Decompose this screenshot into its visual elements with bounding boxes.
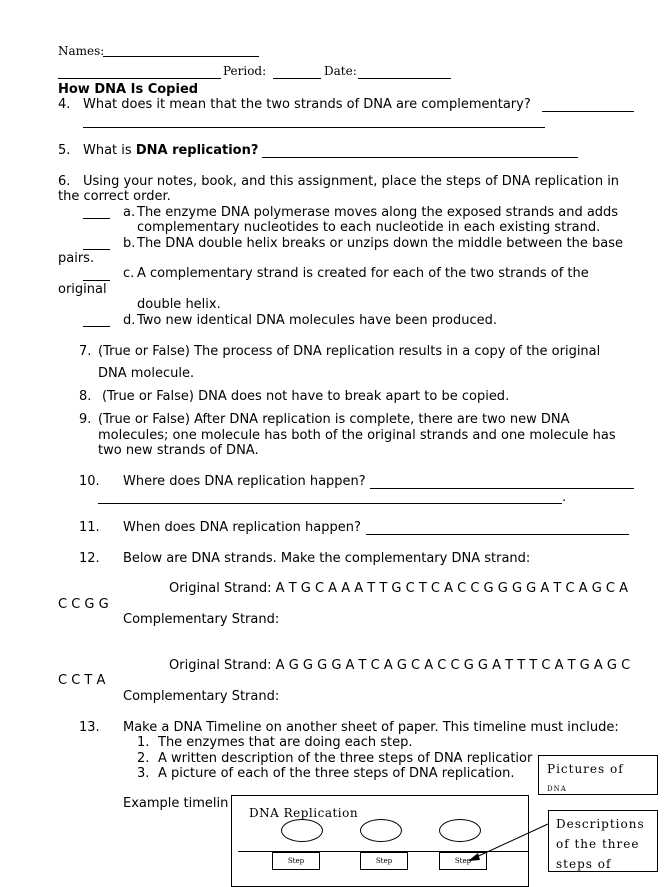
strand1-seq: A T G C A A A T T G C T C A C C G G G G A T C A G C A [275,581,629,596]
example-timeline-label: Example timelin [123,796,229,811]
names-blank[interactable] [103,56,259,57]
q6-line1: Using your notes, book, and this assignment, place the steps of DNA replication in [83,174,620,189]
q9-number: 9. [79,412,92,427]
original-strand-1 [169,581,628,596]
period-blank[interactable] [273,78,321,79]
descriptions-callout-box [548,810,658,872]
pictures-callout-line1: Pictures of [547,762,624,776]
page-title: How DNA Is Copied [58,82,199,97]
q6b-line1: The DNA double helix breaks or unzips down the middle between the base [137,236,624,251]
q10-blank[interactable] [370,488,634,489]
q10-number: 10. [79,474,100,489]
q4-text: What does it mean that the two strands of DNA are complementary? [83,97,531,112]
q6a-letter: a. [123,205,136,220]
q6d-line1: Two new identical DNA molecules have been produced. [137,313,498,328]
q5-number: 5. [58,143,71,158]
q13-item-1: The enzymes that are doing each step. [158,735,413,750]
q11-text: When does DNA replication happen? [123,520,361,535]
step-2-box: Step [360,852,408,870]
q13-item-1-number: 1. [137,735,150,750]
q6c-blank[interactable] [83,280,110,281]
q13-item-2-number: 2. [137,751,150,766]
q6b-blank[interactable] [83,249,110,250]
q4-blank[interactable] [542,111,634,112]
strand1-label: Original Strand: [169,581,276,596]
period-label: Period: [223,64,267,78]
q4-blank-2[interactable] [83,127,545,128]
q7-number: 7. [79,344,92,359]
q6a-line2: complementary nucleotides to each nucleotide in each existing strand. [137,220,601,235]
q13-item-3: A picture of each of the three steps of DNA replication. [158,766,515,781]
q12-number: 12. [79,551,100,566]
timeline-title: DNA Replication [249,806,359,820]
complementary-strand-2-label: Complementary Strand: [123,689,280,704]
q5-text: What is [83,143,136,158]
q10-text: Where does DNA replication happen? [123,474,366,489]
step-1-oval [281,819,323,842]
q5-blank[interactable] [262,157,578,158]
q13-item-3-number: 3. [137,766,150,781]
date-label: Date: [324,64,357,78]
q6d-letter: d. [123,313,136,328]
q10-end: . [562,490,567,505]
q6c-line1: A complementary strand is created for each of the two strands of the [137,266,589,281]
q6c-letter: c. [123,266,135,281]
q9-line2: molecules; one molecule has both of the original strands and one molecule has [98,428,616,443]
q9-line1: (True or False) After DNA replication is complete, there are two new DNA [98,412,570,427]
descriptions-callout-line1: Descriptions [556,817,645,831]
descriptions-callout-line3: steps of [556,857,612,871]
original-strand-2 [169,658,630,673]
q6b-line2: pairs. [58,251,95,266]
strand2-label: Original Strand: [169,658,276,673]
q6b-letter: b. [123,236,136,251]
q6a-blank[interactable] [83,218,110,219]
q7-line1: (True or False) The process of DNA replication results in a copy of the original [98,344,601,359]
date-blank[interactable] [358,78,451,79]
q10-blank-2[interactable] [98,503,562,504]
strand1-wrap: C C G G [58,597,109,612]
q6c-line2: original [58,282,107,297]
q4-number: 4. [58,97,71,112]
q6c-line3: double helix. [137,297,221,312]
q6-line2: the correct order. [58,189,171,204]
descriptions-callout-line2: of the three [556,837,640,851]
q11-number: 11. [79,520,100,535]
complementary-strand-1-label: Complementary Strand: [123,612,280,627]
q6a-line1: The enzyme DNA polymerase moves along the exposed strands and adds [137,205,619,220]
q6d-blank[interactable] [83,326,110,327]
arrow-icon [460,820,560,870]
strand2-wrap: C C T A [58,673,106,688]
pictures-callout-line2: DNA [547,785,567,793]
q11-blank[interactable] [366,534,629,535]
q13-number: 13. [79,720,100,735]
pictures-callout-box [538,755,658,795]
q12-text: Below are DNA strands. Make the complementary DNA strand: [123,551,531,566]
q13-item-2: A written description of the three steps of DNA replicatior [158,751,533,766]
q5-bold-term: DNA replication? [135,143,259,158]
q8-line1: (True or False) DNA does not have to break apart to be copied. [102,389,510,404]
step-1-box: Step [272,852,320,870]
names-label: Names: [58,44,105,58]
step-2-oval [360,819,402,842]
q9-line3: two new strands of DNA. [98,443,259,458]
names-blank-2[interactable] [58,78,221,79]
strand2-seq: A G G G G A T C A G C A C C G G A T T T C A T G A G C [275,658,631,673]
step-3-box: Step [439,852,487,870]
q13-text: Make a DNA Timeline on another sheet of paper. This timeline must include: [123,720,619,735]
q7-line2: DNA molecule. [98,366,195,381]
q5-question [83,143,258,158]
q6-number: 6. [58,174,71,189]
q8-number: 8. [79,389,92,404]
